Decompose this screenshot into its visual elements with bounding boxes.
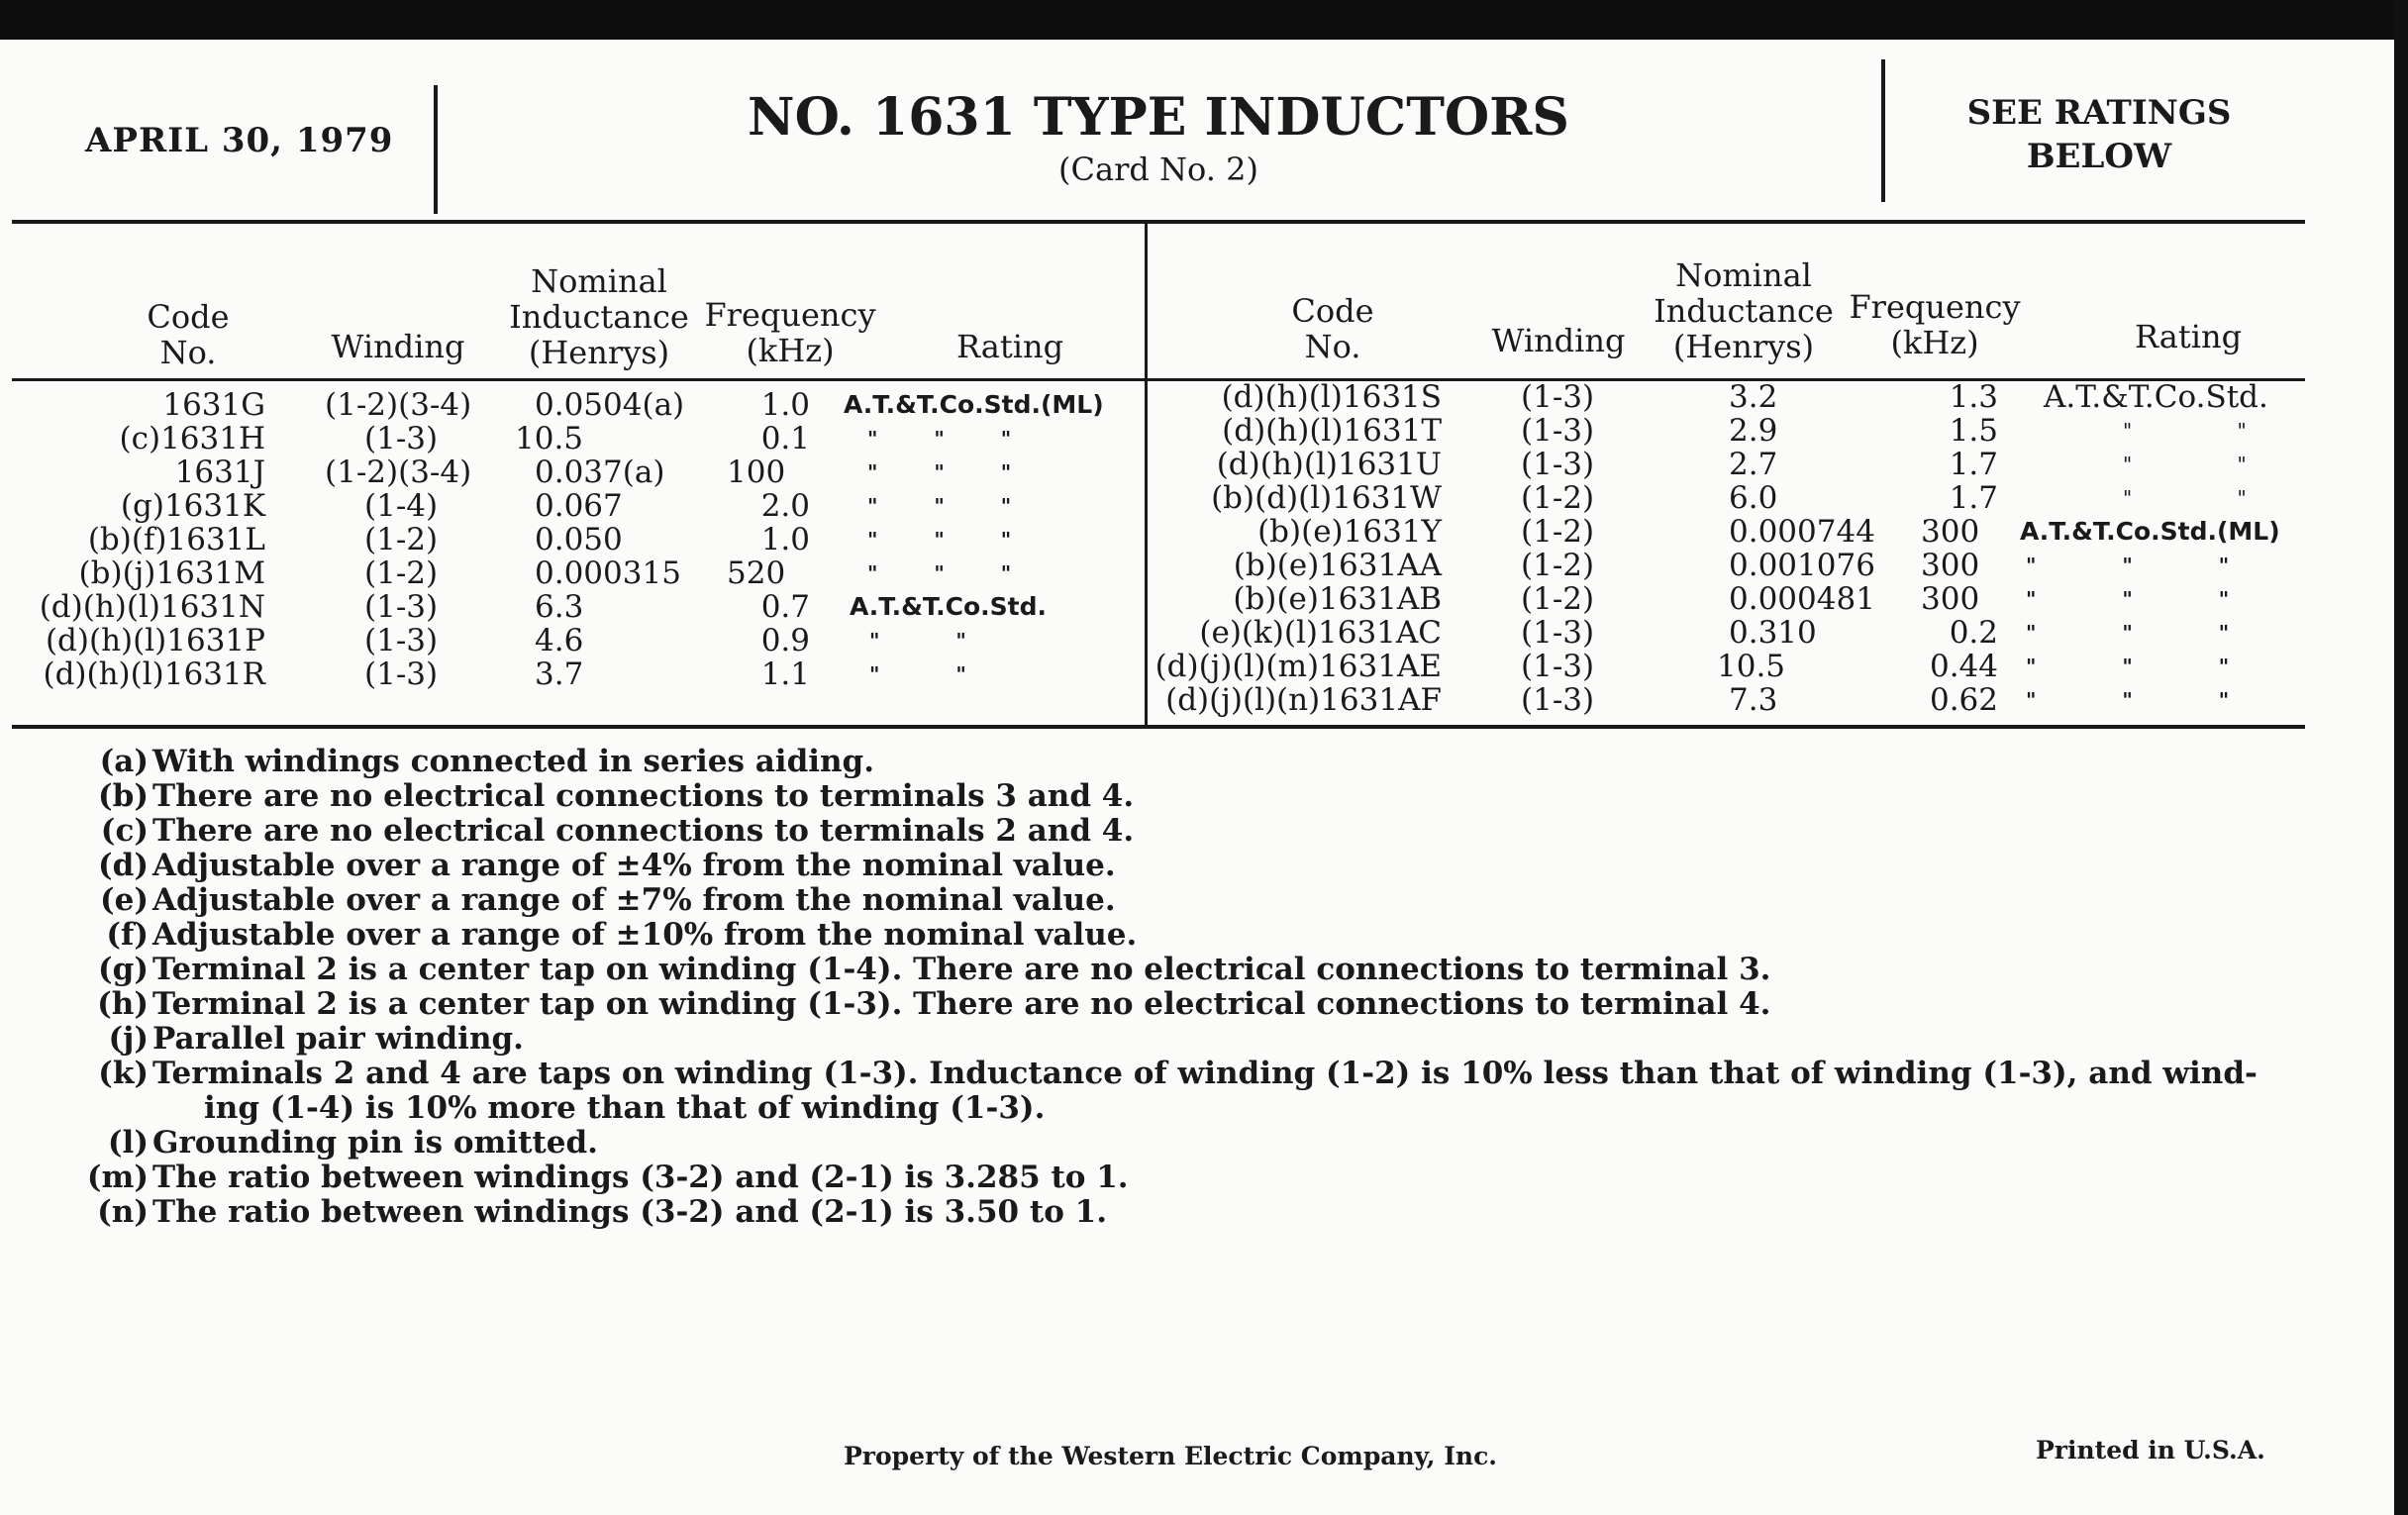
footnote-key: (e) [99,882,149,918]
winding-cell: (1-3) [1521,649,1595,684]
code-cell: (b)(e)1631AA [1233,548,1442,583]
code-cell: (d)(h)(l)1631P [45,623,265,658]
footnote-key: (m) [86,1160,149,1195]
table-row [1149,448,2337,481]
code-cell: 1631G [162,387,265,423]
table-row [0,388,1188,422]
winding-cell: (1-2) [1521,548,1595,583]
winding-cell: (1-3) [364,589,439,625]
footnote-text: Parallel pair winding. [152,1021,524,1057]
table-row [0,556,1188,590]
inductance-cell: 0.000744 [1729,514,1875,550]
inductance-cell: 4.6 [535,623,584,658]
footnote-text: Adjustable over a range of ±10% from the nominal value. [152,917,1138,953]
winding-cell: (1-3) [1521,682,1595,718]
footnote-text: Terminals 2 and 4 are taps on winding (1-3). Inductance of winding (1-2) is 10% less than that of winding (1-3), and wind- [152,1056,2258,1091]
frequency-cell: 1.3 [1949,379,1998,415]
footnote-key: (j) [108,1021,149,1057]
inductance-cell: 10.5 [515,421,584,456]
table-row [0,590,1188,624]
winding-cell: (1-3) [1521,413,1595,449]
code-cell: (b)(d)(l)1631W [1211,480,1442,516]
footnote-key: (h) [97,986,149,1022]
rating-ditto-cell: " " " [2026,587,2230,611]
header-rule [12,220,2305,224]
winding-cell: (1-3) [364,623,439,658]
rating-ditto-cell: " " [869,629,966,653]
frequency-cell: 2.0 [760,488,810,524]
inductance-cell: 0.001076 [1729,548,1875,583]
rating-ditto-cell: " " " [2026,621,2230,645]
inductance-cell: 6.0 [1729,480,1778,516]
frequency-cell: 100 [727,454,786,490]
footnote-key: (b) [97,778,149,814]
header-divider-left [434,85,438,214]
footnote-key: (g) [97,952,149,987]
table-row [1149,683,2337,717]
scan-right-edge [2394,0,2408,1515]
code-cell: (d)(h)(l)1631R [43,656,265,692]
inductance-cell: 0.000315 [535,556,681,591]
frequency-cell: 1.7 [1949,447,1998,482]
code-cell: (c)1631H [119,421,265,456]
winding-cell: (1-2)(3-4) [325,454,472,490]
winding-cell: (1-2) [364,556,439,591]
frequency-cell: 300 [1921,548,1980,583]
winding-cell: (1-3) [1521,379,1595,415]
inductance-cell: 0.000481 [1729,581,1875,617]
scan-top-edge [0,0,2408,40]
code-cell: (g)1631K [120,488,265,524]
winding-cell: (1-2) [1521,514,1595,550]
see-ratings-note [1901,91,2297,178]
frequency-cell: 0.2 [1949,615,1998,651]
rating-cell: A.T.&T.Co.Std. [850,592,1047,621]
footnote-text: With windings connected in series aiding. [152,744,875,779]
inductance-cell: 6.3 [535,589,584,625]
right-header-inductance: Nominal Inductance (Henrys) [1654,256,1834,365]
code-cell: (d)(h)(l)1631T [1222,413,1442,449]
winding-cell: (1-2) [1521,480,1595,516]
frequency-cell: 0.62 [1929,682,1998,718]
frequency-cell: 0.9 [760,623,810,658]
inductance-cell: 0.050 [535,522,623,557]
table-row [0,422,1188,455]
see-ratings-line1: SEE RATINGS [1966,93,2232,133]
rating-ditto-cell: " " " [867,427,1012,451]
footnote-text: Terminal 2 is a center tap on winding (1-3). There are no electrical connections to terminal 4. [152,986,1771,1022]
inductance-cell: 0.067 [535,488,623,524]
footnote-text: Grounding pin is omitted. [152,1125,598,1161]
inductance-cell: 3.2 [1729,379,1778,415]
rating-ditto-cell: " " " [2026,554,2230,577]
table-row [1149,582,2337,616]
footnote-text: ing (1-4) is 10% more than that of winding (1-3). [204,1090,1046,1126]
rating-ditto-cell: " " " [867,460,1012,484]
left-header-code: Code No. [147,298,230,371]
footnote-key: (f) [106,917,149,953]
footnotes [69,745,2347,1240]
table-row [1149,650,2337,683]
winding-cell: (1-4) [364,488,439,524]
rating-ditto-cell: " " [2123,486,2247,510]
table-row [1149,515,2337,549]
rating-ditto-cell: " " " [867,528,1012,552]
footnote-key: (n) [97,1194,149,1230]
footnote-key: (c) [100,813,149,849]
table-row [1149,481,2337,515]
inductance-cell: 2.7 [1729,447,1778,482]
frequency-cell: 520 [727,556,786,591]
header-divider-right [1881,59,1885,202]
inductance-cell: 0.037(a) [535,454,665,490]
frequency-cell: 1.7 [1949,480,1998,516]
left-table [0,388,1139,725]
code-cell: (d)(h)(l)1631S [1221,379,1442,415]
inductance-cell: 2.9 [1729,413,1778,449]
footnote-text: There are no electrical connections to terminals 3 and 4. [152,778,1135,814]
rating-cell: A.T.&T.Co.Std. [2044,379,2268,415]
code-cell: (d)(h)(l)1631U [1216,447,1442,482]
printed-notice: Printed in U.S.A. [2036,1436,2265,1464]
winding-cell: (1-2) [364,522,439,557]
frequency-cell: 1.5 [1949,413,1998,449]
right-header-code: Code No. [1291,292,1374,365]
frequency-cell: 0.1 [760,421,810,456]
right-header-frequency: Frequency (kHz) [1849,288,2021,361]
winding-cell: (1-3) [1521,615,1595,651]
winding-cell: (1-3) [364,656,439,692]
rating-ditto-cell: " " " [2026,688,2230,712]
footnote-text: The ratio between windings (3-2) and (2-1) is 3.50 to 1. [152,1194,1108,1230]
winding-cell: (1-2) [1521,581,1595,617]
inductance-cell: 10.5 [1717,649,1786,684]
winding-cell: (1-3) [364,421,439,456]
left-header-frequency: Frequency (kHz) [704,296,876,369]
see-ratings-line2: BELOW [2026,137,2172,176]
code-cell: 1631J [174,454,265,490]
rating-ditto-cell: " " [869,662,966,686]
table-row [0,523,1188,556]
footnote-key: (l) [107,1125,149,1161]
inductance-cell: 7.3 [1729,682,1778,718]
right-header-winding: Winding [1491,322,1626,359]
frequency-cell: 0.44 [1929,649,1998,684]
left-header-winding: Winding [331,328,465,365]
frequency-cell: 300 [1921,581,1980,617]
footnote-key: (d) [97,848,149,883]
code-cell: (b)(f)1631L [87,522,265,557]
footnote-text: The ratio between windings (3-2) and (2-1) is 3.285 to 1. [152,1160,1129,1195]
card-number: (Card No. 2) [1058,151,1258,188]
left-header-rating: Rating [955,328,1064,365]
card-date: APRIL 30, 1979 [85,121,394,160]
code-cell: (b)(e)1631Y [1257,514,1442,550]
code-cell: (b)(j)1631M [78,556,265,591]
rating-ditto-cell: " " " [867,494,1012,518]
rating-ditto-cell: " " " [867,561,1012,585]
table-row [0,489,1188,523]
footnote-key: (k) [98,1056,149,1091]
code-cell: (e)(k)(l)1631AC [1199,615,1442,651]
frequency-cell: 0.7 [760,589,810,625]
code-cell: (d)(j)(l)(m)1631AE [1154,649,1442,684]
inductance-cell: 0.310 [1729,615,1817,651]
page-title: NO. 1631 TYPE INDUCTORS [748,87,1569,148]
frequency-cell: 300 [1921,514,1980,550]
inductance-cell: 0.0504(a) [535,387,685,423]
code-cell: (d)(j)(l)(n)1631AF [1165,682,1442,718]
left-header-inductance: Nominal Inductance (Henrys) [509,262,689,371]
code-cell: (d)(h)(l)1631N [39,589,265,625]
winding-cell: (1-2)(3-4) [325,387,472,423]
property-notice: Property of the Western Electric Company, Inc. [844,1442,1498,1470]
code-cell: (b)(e)1631AB [1233,581,1442,617]
table-row [0,657,1188,691]
footnote-text: Adjustable over a range of ±7% from the nominal value. [152,882,1116,918]
table-row [0,624,1188,657]
rating-ditto-cell: " " " [2026,655,2230,678]
right-header-rating: Rating [2134,318,2243,355]
table-row [1149,414,2337,448]
table-row [1149,549,2337,582]
inductance-cell: 3.7 [535,656,584,692]
frequency-cell: 1.0 [760,387,810,423]
footnote-text: There are no electrical connections to terminals 2 and 4. [152,813,1135,849]
footnote-key: (a) [99,744,149,779]
rating-cell: A.T.&T.Co.Std.(ML) [844,390,1104,419]
frequency-cell: 1.1 [760,656,810,692]
rating-ditto-cell: " " [2123,453,2247,476]
footnote-text: Adjustable over a range of ±4% from the nominal value. [152,848,1116,883]
rating-cell: A.T.&T.Co.Std.(ML) [2020,517,2280,546]
footnote-text: Terminal 2 is a center tap on winding (1-4). There are no electrical connections to terminal 3. [152,952,1771,987]
table-row [0,455,1188,489]
table-row [1149,380,2337,414]
rating-ditto-cell: " " [2123,419,2247,443]
table-row [1149,616,2337,650]
right-table [1149,380,2337,727]
winding-cell: (1-3) [1521,447,1595,482]
frequency-cell: 1.0 [760,522,810,557]
